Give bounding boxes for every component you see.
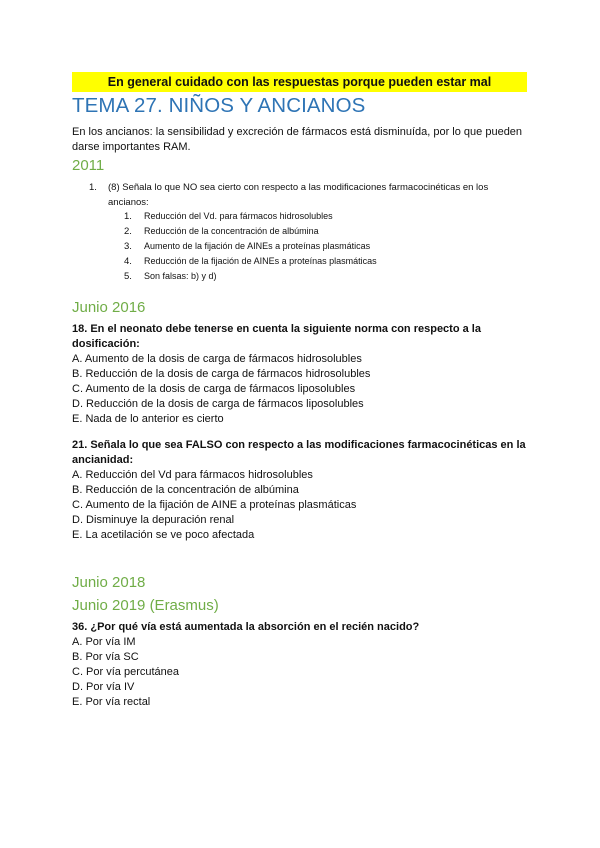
answer-option: A. Aumento de la dosis de carga de fármacos hidrosolubles <box>72 353 362 365</box>
answer-option: A. Reducción del Vd para fármacos hidrosolubles <box>72 469 313 481</box>
question-text: 36. ¿Por qué vía está aumentada la absorción en el recién nacido? <box>72 621 420 633</box>
warning-banner: En general cuidado con las respuestas porque pueden estar mal <box>72 72 527 92</box>
answer-option: E. Nada de lo anterior es cierto <box>72 413 224 425</box>
section-heading-junio-2016: Junio 2016 <box>72 299 146 316</box>
answer-option: D. Por vía IV <box>72 681 135 693</box>
answer-option: C. Aumento de la dosis de carga de fármacos liposolubles <box>72 383 356 395</box>
question-36 <box>72 620 532 710</box>
list-item: 3. Aumento de la fijación de AINEs a proteínas plasmáticas <box>124 241 371 252</box>
section-heading-2011: 2011 <box>72 157 105 174</box>
list-item: 4. Reducción de la fijación de AINEs a proteínas plasmáticas <box>124 256 377 267</box>
answer-option: E. La acetilación se ve poco afectada <box>72 529 255 541</box>
question-21 <box>72 438 532 543</box>
question-2011-1 <box>89 181 529 210</box>
answer-option: B. Por vía SC <box>72 651 139 663</box>
option-list <box>124 209 377 284</box>
answer-option: D. Disminuye la depuración renal <box>72 514 235 526</box>
answer-option: B. Reducción de la dosis de carga de fármacos hidrosolubles <box>72 368 371 380</box>
list-item: 1. Reducción del Vd. para fármacos hidrosolubles <box>124 211 333 222</box>
page-title: TEMA 27. NIÑOS Y ANCIANOS <box>72 94 366 117</box>
question-text: 21. Señala lo que sea FALSO con respecto a las modificaciones farmacocinéticas en la ancianidad: <box>72 439 526 466</box>
list-item: 2. Reducción de la concentración de albúmina <box>124 226 319 237</box>
answer-option: A. Por vía IM <box>72 636 136 648</box>
intro-paragraph: En los ancianos: la sensibilidad y excreción de fármacos está disminuída, por lo que pueden darse importantes RAM. <box>72 126 523 153</box>
question-18 <box>72 322 532 427</box>
section-heading-junio-2019: Junio 2019 (Erasmus) <box>72 597 219 614</box>
section-heading-junio-2018: Junio 2018 <box>72 574 146 591</box>
answer-option: C. Aumento de la fijación de AINE a proteínas plasmáticas <box>72 499 357 511</box>
question-number: 1. <box>89 182 97 193</box>
list-item: 5. Son falsas: b) y d) <box>124 271 217 282</box>
answer-option: D. Reducción de la dosis de carga de fármacos liposolubles <box>72 398 364 410</box>
answer-option: E. Por vía rectal <box>72 696 151 708</box>
question-text: (8) Señala lo que NO sea cierto con respecto a las modificaciones farmacocinéticas en los ancianos: <box>108 182 489 208</box>
question-text: 18. En el neonato debe tenerse en cuenta la siguiente norma con respecto a la dosificación: <box>72 323 481 350</box>
answer-option: B. Reducción de la concentración de albúmina <box>72 484 299 496</box>
answer-option: C. Por vía percutánea <box>72 666 180 678</box>
